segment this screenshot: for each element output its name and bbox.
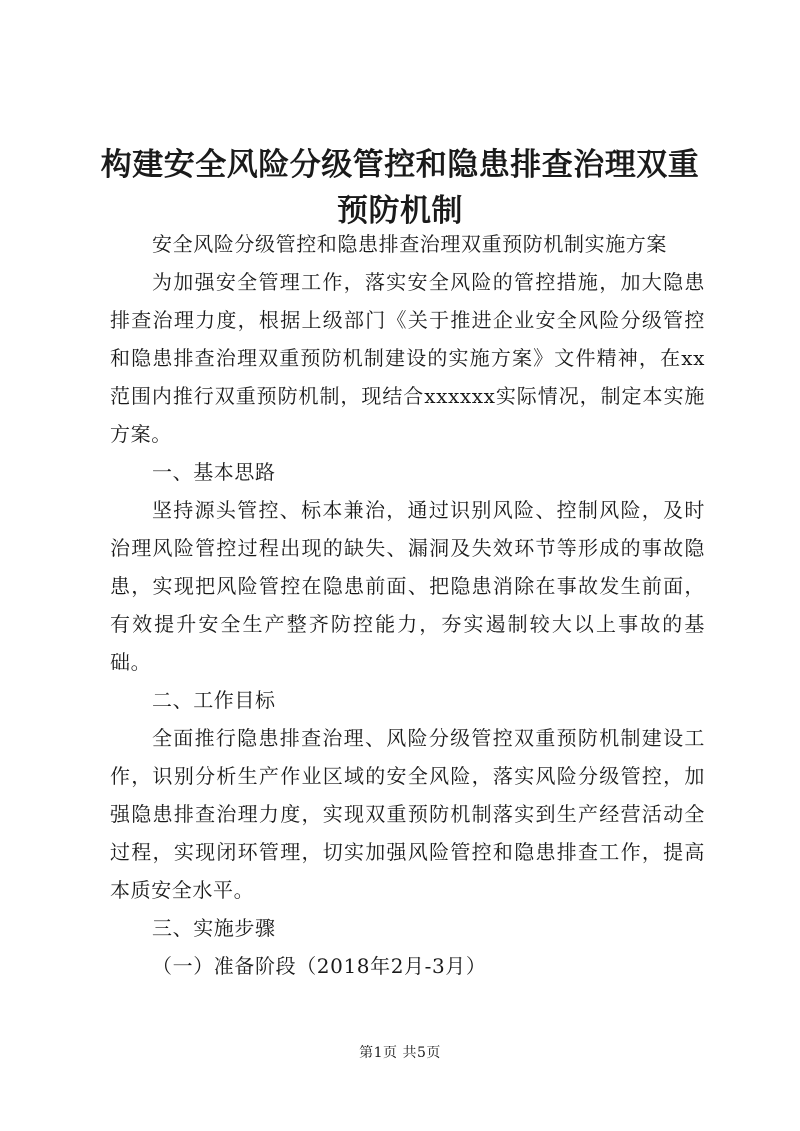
subsection-heading-preparation-stage: （一）准备阶段（2018年2月-3月） — [152, 954, 487, 978]
section-heading-work-goal: 二、工作目标 — [152, 688, 276, 712]
section-body-basic-idea: 坚持源头管控、标本兼治，通过识别风险、控制风险，及时治理风险管控过程出现的缺失、漏洞及失效环节等形成的事故隐患，实现把风险管控在隐患前面、把隐患消除在事故发生前面，有效提升安全生产整齐防控能力，夯实遏制较大以上事故的基础。 — [110, 498, 705, 674]
section-heading-basic-idea: 一、基本思路 — [152, 460, 276, 484]
intro-paragraph: 为加强安全管理工作，落实安全风险的管控措施，加大隐患排查治理力度，根据上级部门《关于推进企业安全风险分级管控和隐患排查治理双重预防机制建设的实施方案》文件精神，在xx范围内推行双重预防机制，现结合xxxxxx实际情况，制定本实施方案。 — [110, 270, 705, 446]
document-title: 构建安全风险分级管控和隐患排查治理双重预防机制 — [100, 147, 700, 229]
page-number-footer: 第1页 共5页 — [359, 1045, 441, 1061]
section-heading-implementation-steps: 三、实施步骤 — [152, 916, 276, 940]
document-subtitle: 安全风险分级管控和隐患排查治理双重预防机制实施方案 — [152, 232, 667, 256]
document-body — [110, 225, 705, 985]
section-body-work-goal: 全面推行隐患排查治理、风险分级管控双重预防机制建设工作，识别分析生产作业区域的安全风险，落实风险分级管控，加强隐患排查治理力度，实现双重预防机制落实到生产经营活动全过程，实现闭环管理，切实加强风险管控和隐患排查工作，提高本质安全水平。 — [110, 726, 705, 902]
